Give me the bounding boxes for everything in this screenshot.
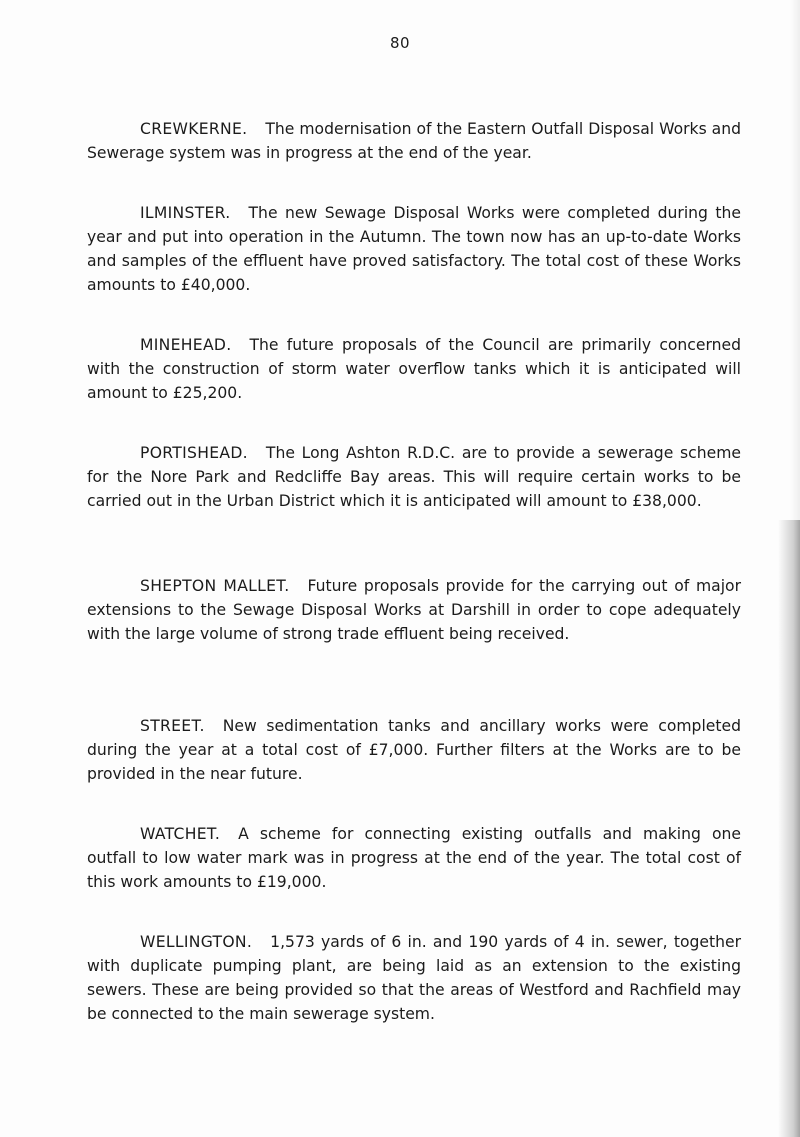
paragraph-text: The new Sewage Disposal Works were completed during the year and put into operation in the Autumn. The town now has an up-to-date Works and samples of the effluent have proved satisfactory. The total cost of these Works amounts to £40,000.: [87, 204, 741, 294]
paragraph-text: Future proposals provide for the carrying out of major extensions to the Sewage Disposal Works at Darshill in order to cope adequately with the large volume of strong trade effluent being received.: [87, 577, 741, 643]
paragraph-heading: SHEPTON MALLET.: [140, 577, 290, 595]
paragraph-watchet: [87, 822, 741, 894]
paragraph-text: The modernisation of the Eastern Outfall Disposal Works and Sewerage system was in progress at the end of the year.: [87, 120, 741, 162]
paragraph-heading: ILMINSTER.: [140, 204, 231, 222]
paragraph-text: New sedimentation tanks and ancillary works were completed during the year at a total cost of £7,000. Further filters at the Works are to be provided in the near future.: [87, 717, 741, 783]
paragraph-heading: WATCHET.: [140, 825, 221, 843]
scan-edge-shadow: [790, 0, 800, 520]
paragraph-heading: CREWKERNE.: [140, 120, 248, 138]
paragraph-heading: WELLINGTON.: [140, 933, 253, 951]
paragraph-portishead: [87, 441, 741, 513]
paragraph-text: The future proposals of the Council are primarily concerned with the construction of storm water overflow tanks which it is anticipated will amount to £25,200.: [87, 336, 741, 402]
paragraph-heading: STREET.: [140, 717, 205, 735]
paragraph-text: A scheme for connecting existing outfalls and making one outfall to low water mark was in progress at the end of the year. The total cost of this work amounts to £19,000.: [87, 825, 741, 891]
scan-edge-shadow: [778, 520, 800, 1137]
paragraph-heading: PORTISHEAD.: [140, 444, 248, 462]
paragraph-wellington: [87, 930, 741, 1026]
paragraph-street: [87, 714, 741, 786]
paragraph-crewkerne: [87, 117, 741, 165]
page-number: 80: [389, 34, 411, 52]
paragraph-text: The Long Ashton R.D.C. are to provide a sewerage scheme for the Nore Park and Redcliffe Bay areas. This will require certain works to be carried out in the Urban District which it is anticipated will amount to £38,000.: [87, 444, 741, 510]
paragraph-ilminster: [87, 201, 741, 297]
paragraph-heading: MINEHEAD.: [140, 336, 232, 354]
paragraph-minehead: [87, 333, 741, 405]
paragraph-shepton-mallet: [87, 574, 741, 646]
paragraph-text: 1,573 yards of 6 in. and 190 yards of 4 in. sewer, together with duplicate pumping plant, are being laid as an extension to the existing sewers. These are being provided so that the areas of Westford and Rachfield may be connected to the main sewerage system.: [87, 933, 741, 1023]
